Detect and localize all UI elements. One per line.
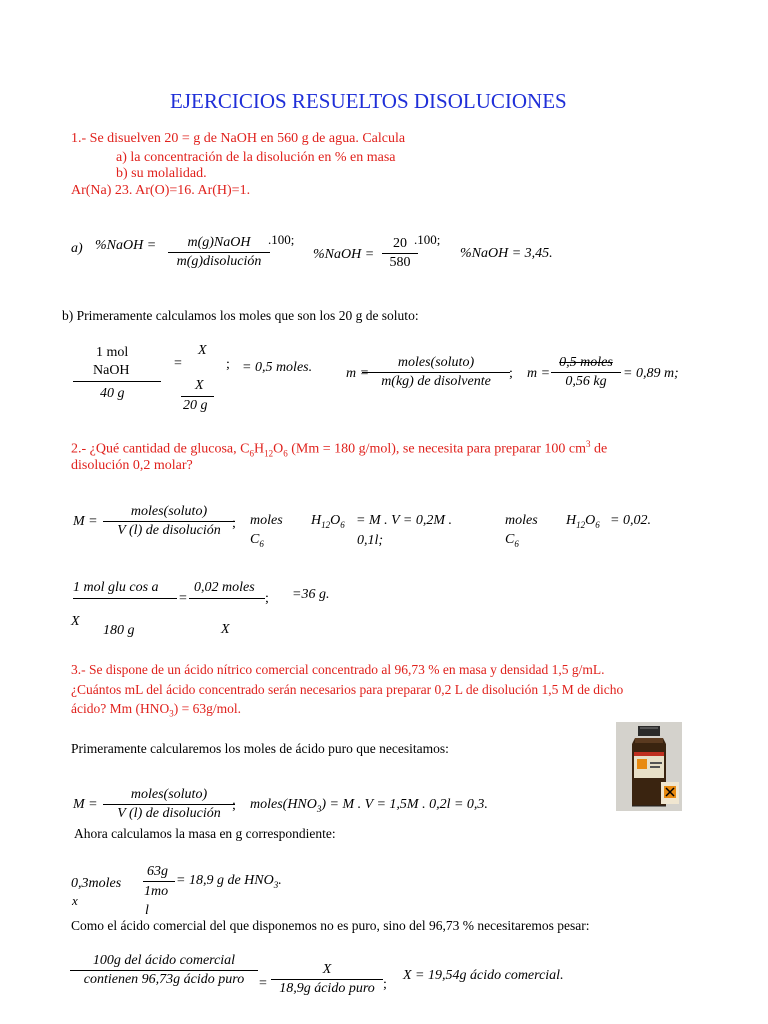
ex1-b-m2-num: 0,5 moles [551,355,621,373]
ex1-b-m2-den: 0,56 kg [565,374,607,389]
ex3-mass-den: 1mo [144,884,169,899]
ex1-a-eq1-den: m(g)disolución [176,254,262,269]
ex1-b-x-top: X [198,343,207,358]
ex3-line3 [71,701,241,719]
ex2-c6-1-sub: 6 [259,538,264,549]
ex1-b-result: = 0,5 moles. [242,360,313,375]
ex1-b-left-bot: 40 g [100,386,125,401]
ex1-b-m2-lhs: m = [527,366,551,381]
ex2-M-num: moles(soluto) [103,504,235,522]
ex2-o-2-s2: 6 [595,519,600,530]
ex3-line1: 3.- Se dispone de un ácido nítrico comercial concentrado al 96,73 % en masa y densidad 1,5 g/mL. [71,662,605,677]
ex1-statement: 1.- Se disuelven 20 = g de NaOH en 560 g de agua. Calcula [71,131,406,146]
ex2-statement-line2: disolución 0,2 molar? [71,458,193,473]
ex2-glu-x1: X [71,614,80,629]
ex3-pure-intro: Como el ácido comercial del que disponemos no es puro, sino del 96,73 % necesitaremos pesar: [71,918,590,933]
ex1-b-m-fraction [362,355,510,390]
ex2-M-lhs: M = [73,514,98,529]
ex3-mass-num: 63g [147,864,168,879]
ex2-c6-1 [250,532,264,549]
ex2-st-4: (Mm = 180 g/mol), se necesita para preparar 100 cm [287,441,586,457]
ex2-M-semi: ; [232,516,236,531]
ex3-M-lhs: M = [73,797,98,812]
ex1-a-eq1-fraction [168,235,270,270]
ex3-M-fraction [103,787,235,822]
page-title: EJERCICIOS RESUELTOS DISOLUCIONES [170,89,567,113]
ex2-h12o6-2 [566,513,600,530]
ex1-atomic-masses: Ar(Na) 23. Ar(O)=16. Ar(H)=1. [71,183,251,198]
ex3-final-res: X = 19,54g ácido comercial. [403,968,564,983]
ex3-intro: Primeramente calcularemos los moles de ácido puro que necesitamos: [71,741,449,756]
acid-bottle-icon [616,722,682,811]
ex2-glu-num-line [189,598,265,599]
ex1-a-eq2-lhs: %NaOH = [313,247,375,262]
ex3-final-eq: = [259,976,267,991]
ex3-mass-line [143,881,175,882]
ex1-a-eq3: %NaOH = 3,45. [460,246,553,261]
ex3-final-num: 100g del ácido comercial [70,953,258,971]
ex1-b-left-line [73,381,161,382]
ex3-M-num: moles(soluto) [103,787,235,805]
ex1-b-x-bot: X [195,378,204,393]
ex3-line3-a: ácido? Mm (HNO [71,701,170,716]
ex2-eq-mid: = M . V = 0,2M . [356,513,453,528]
ex1-a-eq2-fraction [382,236,418,271]
ex3-mass-x: x [72,893,78,908]
ex2-glu-line [73,598,177,599]
ex2-st-3: O [273,441,284,457]
ex1-b-m2-result: = 0,89 m; [623,366,679,381]
ex3-M-semi: ; [232,798,236,813]
ex2-statement [71,439,708,458]
ex2-st-sub3: 6 [283,448,288,459]
ex1-b-m-lhs: m = [346,366,370,381]
ex1-b-x-den: 20 g [183,398,208,413]
ex3-moles-eq-sub: 3 [316,803,322,814]
ex3-M-den: V (l) de disolución [117,806,221,821]
ex2-o-1: O [330,513,341,528]
ex3-final-x-num: X [271,962,383,980]
ex3-mass-res-sub: 3 [273,879,279,890]
ex3-final-x-den: 18,9g ácido puro [279,981,375,996]
ex3-moles-eq-a: moles(HNO [250,797,317,812]
ex1-b-m-den: m(kg) de disolvente [381,374,491,389]
ex2-h-2: H [566,513,577,528]
ex3-line3-b: ) = 63g/mol. [173,701,241,716]
ex2-glu-num: 0,02 moles [194,580,255,595]
ex2-eq-res: = 0,02. [610,513,651,528]
ex1-b-m2-fraction [551,355,621,390]
ex1-part-a: a) la concentración de la disolución en % en masa [116,150,396,165]
ex2-o-2: O [585,513,596,528]
ex2-c6-1-c: C [250,532,260,547]
ex3-final-semi: ; [383,977,387,992]
ex2-glu-x2: X [221,622,230,637]
ex1-b-left-top: 1 mol [96,345,129,360]
ex3-final-den: contienen 96,73g ácido puro [83,972,245,987]
ex2-moles2: moles [505,513,538,528]
ex1-a-eq2-num: 20 [382,236,418,254]
ex2-glu-eq: = [179,591,187,606]
ex1-part-b: b) su molalidad. [116,166,207,181]
ex3-moles-eq-b: ) = M . V = 1,5M . 0,2l = 0,3. [321,797,488,812]
ex3-line2: ¿Cuántos mL del ácido concentrado serán necesarios para preparar 0,2 L de disolución 1,5 M de dicho [71,682,624,697]
ex2-st-sub1: 6 [249,448,254,459]
ex2-vol: 0,1l; [357,533,384,548]
ex2-st-5: de [590,441,608,457]
ex1-b-intro: b) Primeramente calculamos los moles que son los 20 g de soluto: [62,308,419,323]
ex2-glu-top: 1 mol glu cos a [73,580,159,595]
ex3-line3-sub: 3 [169,708,174,719]
ex1-b-m-semi: ; [509,366,513,381]
ex3-mass-res [176,873,282,890]
ex2-glu-res: =36 g. [292,587,330,602]
ex2-st-sup: 3 [586,439,591,449]
acid-bottle-svg [616,722,682,811]
ex2-h-1-s1: 12 [321,519,331,530]
ex2-o-1-s2: 6 [340,519,345,530]
ex2-h-1: H [311,513,322,528]
ex1-b-m-num: moles(soluto) [362,355,510,373]
ex3-mass-res-a: = 18,9 g de HNO [176,873,274,888]
ex1-b-eq: = [174,356,182,371]
ex2-st-sub2: 12 [264,448,274,459]
ex1-a-eq1-tail: .100; [268,232,295,247]
ex2-st-1: 2.- ¿Qué cantidad de glucosa, C [71,441,250,457]
ex2-M-den: V (l) de disolución [117,523,221,538]
ex1-b-left-mid: NaOH [93,363,130,378]
ex3-moles-eq [250,797,488,814]
ex1-a-label: a) [71,241,83,256]
ex1-a-eq1-lhs: %NaOH = [95,238,157,253]
ex2-moles1: moles [250,513,283,528]
ex2-M-fraction [103,504,235,539]
ex1-a-eq2-den: 580 [389,255,411,270]
ex3-mass-den2: l [145,903,149,918]
ex1-b-x-line [181,396,214,397]
ex3-mass-intro: Ahora calculamos la masa en g correspondiente: [74,826,336,841]
ex2-st-2: H [253,441,265,457]
ex3-mass-lhs: 0,3moles [71,876,122,891]
ex3-final-x-fraction [271,962,383,997]
ex2-h-2-s1: 12 [576,519,586,530]
ex2-c6-2 [505,532,519,549]
ex1-b-semi: ; [226,357,230,372]
ex2-c6-2-sub: 6 [514,538,519,549]
ex1-a-eq1-num: m(g)NaOH [168,235,270,253]
ex2-glu-semi: ; [265,591,269,606]
ex2-glu-180: 180 g [103,623,135,638]
ex2-c6-2-c: C [505,532,515,547]
ex2-h12o6-1 [311,513,345,530]
ex3-mass-res-end: . [278,873,282,888]
ex3-final-fraction [70,953,258,988]
ex1-a-eq2-tail: .100; [414,232,441,247]
